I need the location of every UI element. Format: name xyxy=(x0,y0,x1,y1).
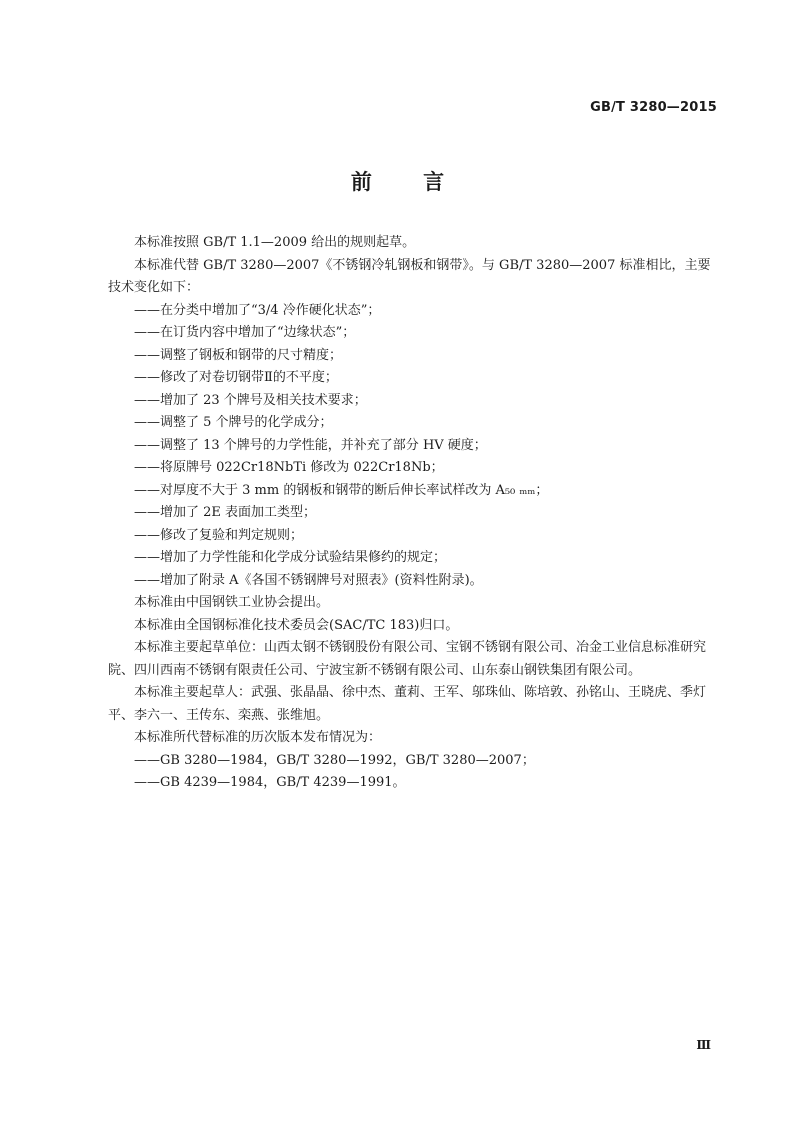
page-title: 前 言 xyxy=(350,170,467,194)
paragraph-committee: 本标准由全国钢标准化技术委员会(SAC/TC 183)归口。 xyxy=(134,617,459,633)
paragraph-drafters: 本标准主要起草人：武强、张晶晶、徐中杰、董莉、王军、邬珠仙、陈培敦、孙铭山、王晓虎、季灯平、李六一、王传东、栾燕、张维旭。 xyxy=(108,685,707,723)
change-item: ——调整了 13 个牌号的力学性能，并补充了部分 HV 硬度； xyxy=(134,437,487,453)
paragraph-history-intro: 本标准所代替标准的历次版本发布情况为： xyxy=(134,730,382,745)
change-item: ——修改了复验和判定规则； xyxy=(134,527,304,543)
paragraph-proposer: 本标准由中国钢铁工业协会提出。 xyxy=(134,595,330,610)
paragraph-replacement: 本标准代替 GB/T 3280—2007《不锈钢冷轧钢板和钢带》。与 GB/T 3280—2007 标准相比，主要技术变化如下： xyxy=(108,257,711,295)
page-number: Ⅲ xyxy=(696,1038,711,1052)
foreword-body xyxy=(108,232,720,795)
standard-number: GB/T 3280—2015 xyxy=(590,100,717,115)
paragraph-drafting-rules: 本标准按照 GB/T 1.1—2009 给出的规则起草。 xyxy=(134,235,416,250)
change-item: ——增加了力学性能和化学成分试验结果修约的规定； xyxy=(134,550,447,565)
change-item: ——修改了对卷切钢带Ⅱ的不平度； xyxy=(134,370,338,385)
paragraph-drafting-units: 本标准主要起草单位：山西太钢不锈钢股份有限公司、宝钢不锈钢有限公司、冶金工业信息标准研究院、四川西南不锈钢有限责任公司、宁波宝新不锈钢有限公司、山东泰山钢铁集团有限公司。 xyxy=(108,640,707,678)
change-item: ——将原牌号 022Cr18NbTi 修改为 022Cr18Nb； xyxy=(134,460,444,475)
change-item: ——在分类中增加了“3/4 冷作硬化状态”； xyxy=(134,302,381,318)
change-item: ——调整了 5 个牌号的化学成分； xyxy=(134,415,333,430)
change-item: ——调整了钢板和钢带的尺寸精度； xyxy=(134,347,343,363)
history-item: ——GB 3280—1984，GB/T 3280—1992，GB/T 3280—2007； xyxy=(134,752,535,768)
change-item: ——在订货内容中增加了“边缘状态”； xyxy=(134,325,356,340)
change-item: ——增加了 23 个牌号及相关技术要求； xyxy=(134,392,367,408)
change-item: ——增加了 2E 表面加工类型； xyxy=(134,505,317,520)
change-item: ——增加了附录 A《各国不锈钢牌号对照表》(资料性附录)。 xyxy=(134,572,483,588)
change-item: ——对厚度不大于 3 mm 的钢板和钢带的断后伸长率试样改为 A₅₀ ₘₘ； xyxy=(134,482,549,498)
history-item: ——GB 4239—1984，GB/T 4239—1991。 xyxy=(134,775,406,790)
